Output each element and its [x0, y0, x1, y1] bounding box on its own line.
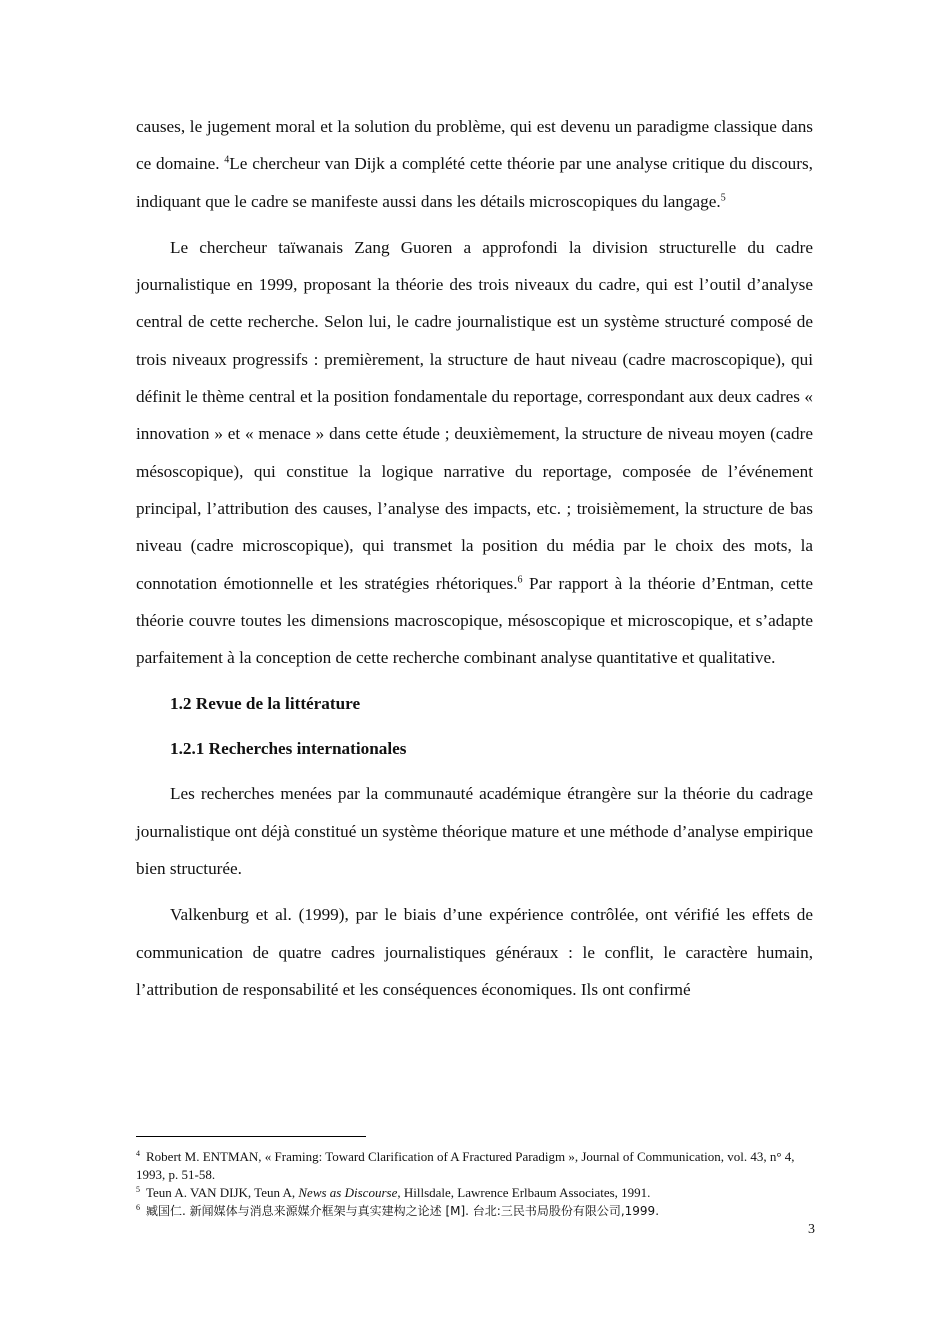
- footnote-number: 6: [136, 1202, 140, 1212]
- paragraph-3: Les recherches menées par la communauté académique étrangère sur la théorie du cadrage journalistique ont déjà constitué un système théorique mature et une méthode d’analyse empirique bien structurée.: [136, 784, 813, 879]
- footnote-separator: [136, 1136, 366, 1137]
- paragraph-4: Valkenburg et al. (1999), par le biais d’une expérience contrôlée, ont vérifié les effets de communication de quatre cadres journalistiques généraux : le conflit, le caractère humain, l’attribution de responsabilité et les conséquences économiques. Ils ont confirmé: [136, 905, 813, 999]
- paragraph-2-text-b: Par rapport à la théorie d’Entman, cette théorie couvre toutes les dimensions macroscopique, mésoscopique et microscopique, et s’adapte parfaitement à la conception de cette recherche combinant analyse quantitative et qualitative.: [136, 573, 813, 668]
- footnote-5: [136, 1184, 813, 1202]
- footnote-number: 5: [136, 1184, 140, 1194]
- paragraph-1: [136, 108, 813, 220]
- footnote-text: 臧国仁. 新闻媒体与消息来源媒介框架与真实建构之论述 [M]. 台北:三民书局股份有限公司,1999.: [146, 1204, 660, 1218]
- paragraph-2-text-a: Le chercheur taïwanais Zang Guoren a approfondi la division structurelle du cadre journalistique en 1999, proposant la théorie des trois niveaux du cadre, qui est l’outil d’analyse central de cette recherche. Selon lui, le cadre journalistique est un système structuré composé de trois niveaux progressifs : premièrement, la structure de haut niveau (cadre macroscopique), qui définit le thème central et la position fondamentale du reportage, correspondant aux deux cadres « innovation » et « menace » dans cette étude ; deuxièmement, la structure de niveau moyen (cadre mésoscopique), qui constitue la logique narrative du reportage, composée de l’événement principal, l’attribution des causes, l’analyse des impacts, etc. ; troisièmement, la structure de bas niveau (cadre microscopique), qui transmet la position du média par le choix des mots, la connotation émotionnelle et les stratégies rhétoriques.: [136, 237, 813, 593]
- paragraph-1-text-a: causes, le jugement moral et la solution du problème, qui est devenu un paradigme classique dans ce domaine.: [136, 117, 813, 174]
- footnote-number: 4: [136, 1148, 140, 1158]
- paragraph-1-text-b: Le chercheur van Dijk a complété cette théorie par une analyse critique du discours, indiquant que le cadre se manifeste aussi dans les détails microscopiques du langage.: [136, 154, 813, 211]
- section-heading-1-2-1: 1.2.1 Recherches internationales: [170, 739, 407, 759]
- footnote-ref-4[interactable]: 4: [224, 154, 230, 166]
- footnote-book-title: News as Discourse: [298, 1185, 398, 1200]
- section-heading-1-2: 1.2 Revue de la littérature: [170, 694, 361, 714]
- footnote-ref-6[interactable]: 6: [517, 573, 523, 585]
- footnote-text-a: Teun A. VAN DIJK, Teun A,: [146, 1185, 299, 1200]
- document-body: [136, 108, 813, 1017]
- page-number: 3: [808, 1222, 815, 1237]
- footnote-text: Robert M. ENTMAN, « Framing: Toward Clarification of A Fractured Paradigm », Journal of Communication, vol. 43, n° 4, 1993, p. 51-58.: [136, 1149, 795, 1182]
- footnote-ref-5[interactable]: 5: [720, 191, 726, 203]
- footnotes: [136, 1148, 813, 1220]
- paragraph-2: [136, 229, 813, 677]
- footnote-6: [136, 1202, 813, 1220]
- footnote-text-b: , Hillsdale, Lawrence Erlbaum Associates, 1991.: [397, 1185, 651, 1200]
- footnote-4: [136, 1148, 813, 1184]
